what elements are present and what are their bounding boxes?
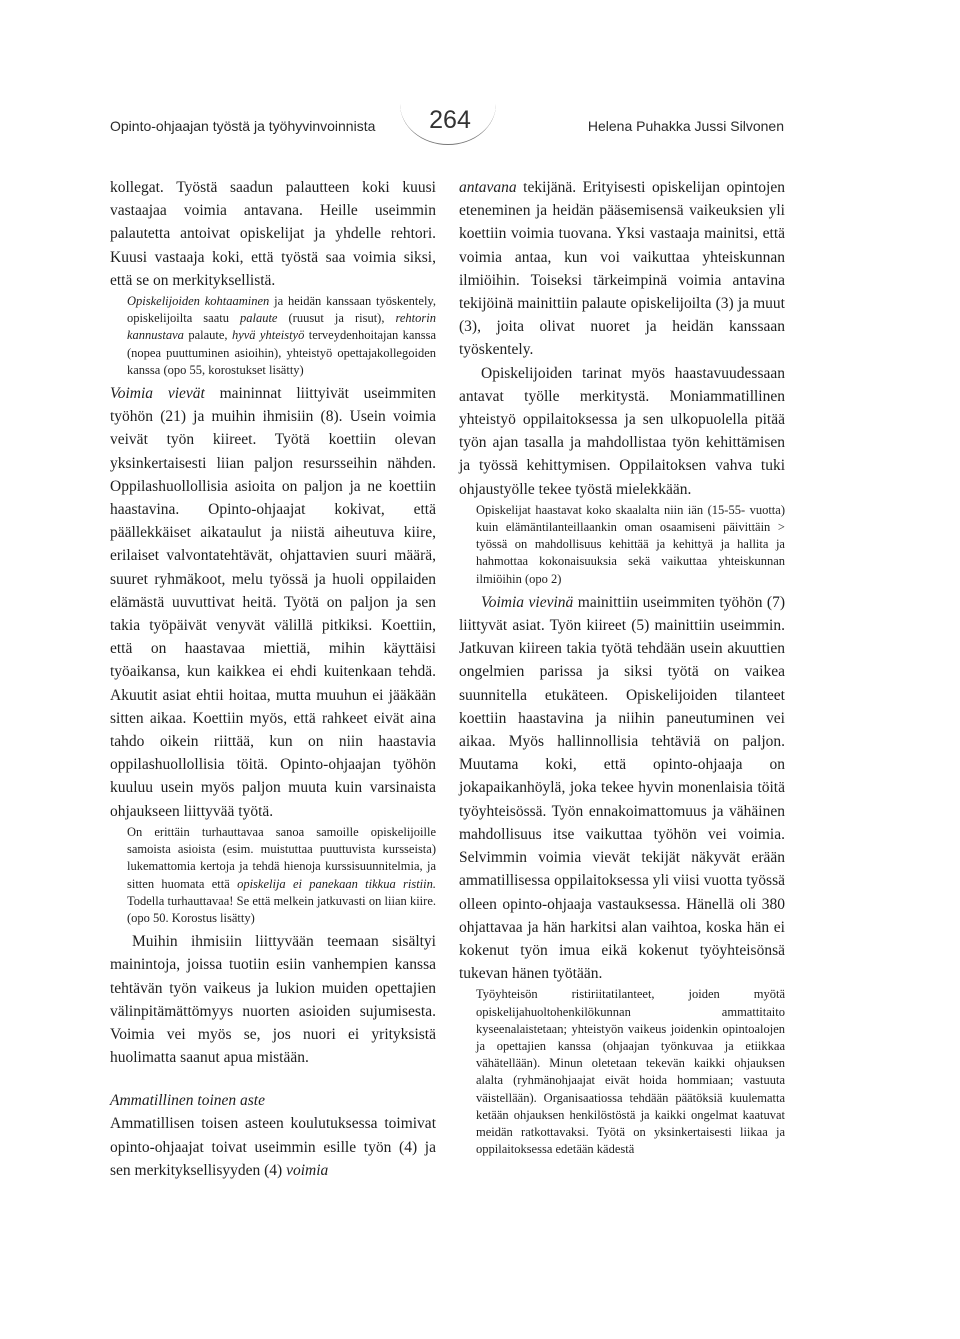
block-quote: Työyhteisön ristiriitatilanteet, joiden myötä opiskelijahuoltohenkilökunnan ammattitaito kyseenalaistetaan; yhteistyön vaikeus joidenkin opintoalojen ja opettajien kanssa (ohjaajan työnkuvaa ja etiikkaa vähätellään). Minun oletetaan tekevän kaikki ohjauksen alalta (ryhmänohjaajat eivät hoida hommiaan; vastuuta väistellään). Organisaatiossa tehdään päätöksiä kuulematta ketään ohjauksen henkilöstöstä ja kaikki ongelmat kaatuvat meidän ratkottavaksi. Työtä on yksinkertaisesti liikaa ja oppilaitoksessa edetään kädestä [476,987,785,1157]
paragraph: Voimia vievät maininnat liittyivät useimmiten työhön (21) ja muihin ihmisiin (8). Usein voimia veivät työn kiireet. Työtä koettiin olevan yksinkertaisesti liian paljon resursseihin nähden. Oppilashuollollisia asioita on paljon ja ne koettiin haastavina. Opinto-ohjaajat kokivat, että päällekkäiset aikataulut ja niistä aiheutuva kiire, erilaiset valvontatehtävät, ohjattavien suuri määrä, suuret ryhmäkoot, melu työssä ja huoli oppilaiden elämästä uuvuttivat heitä. Työtä on paljon ja sen takia työpäivät venyvät välillä pitkiksi. Koettiin, että on haastavaa miettiä, mihin käyttäisi työaikansa, kun kaikkea ei ehdi kuitenkaan tehdä. Akuutit asiat ehtii hoitaa, mutta muuhun ei jääkään sitten aikaa. Koettiin myös, että rahkeet eivät aina tahdo oikein riittää, kun on niin haastavia oppilashuollollisia töitä. Opinto-ohjaajan työhön kuuluu usein myös paljon muuta kuin varsinaista ohjaukseen liittyvää työtä. [110,385,436,820]
paragraph: Ammatillisen toisen asteen koulutuksessa toimivat opinto-ohjaajat toivat useimmin esille työn (4) ja sen merkityksellisyyden (4) voimia [110,1115,436,1179]
running-header [110,104,784,148]
right-column [459,176,785,1161]
left-column [110,176,436,1182]
paragraph: kollegat. Työstä saadun palautteen koki kuusi vastaajaa voimia antavana. Heille useimmin palautetta antoivat opiskelijat ja yhdelle rehtori. Kuusi vastaaja koki, että työstä saa voimia siksi, että se on merkityksellistä. [110,179,436,289]
header-authors: Helena Puhakka Jussi Silvonen [587,118,784,134]
block-quote: Opiskelijoiden kohtaaminen ja heidän kanssaan työskentely, opiskelijoilta saatu palaute (ruusut ja risut), rehtorin kannustava palaute, hyvä yhteistyö terveydenhoitajan kanssa (nopea puuttuminen asioihin), yhteistyö opettajakollegoiden kanssa (opo 55, korostukset lisätty) [127,294,437,377]
block-quote: Opiskelijat haastavat koko skaalalta niin iän (15-55- vuotta) kuin elämäntilanteillaankin oman osaamiseni päivittäin > työssä on mahdollisuus kehittää ja kehittyä ja hallita ja hahmottaa kokonaisuuksia sekä vaikuttaa yhteiskunnan ilmiöihin (opo 2) [476,502,785,586]
paragraph: antavana tekijänä. Erityisesti opiskelijan opintojen eteneminen ja heidän pääsemisensä vaikeuksien yli koettiin voimia tuovana. Yksi vastaaja mainitsi, että voimia antaa, kun voi vaikuttaa yhteiskunnan ilmiöihin. Toiseksi tärkeimpinä voimia antavina tekijöinä mainittiin palaute opiskelijoilta (3) ja muut (3), joita olivat nuoret ja heidän kanssaan työskentely. [459,179,785,359]
section-title: Ammatillinen toinen aste [110,1092,265,1110]
page-number: 264 [429,106,471,134]
paragraph: Muihin ihmisiin liittyvään teemaan sisältyi mainintoja, joissa tuotiin esiin vanhempien kanssa tehtävän työn vaikeus ja lukion muiden opettajien välinpitämättömyys nuorten asioiden sujumisesta. Voimia vei myös se, jos nuori ei yrityksistä huolimatta saanut apua mistään. [110,933,436,1067]
paragraph: Voimia vievinä mainittiin useimmiten työhön (7) liittyvät asiat. Työn kiireet (5) mainittiin useimmin. Jatkuvan kiireen takia työtä tehdään usein akuuttien ongelmien parissa ja siksi työtä on vaikea suunnitella etukäteen. Opiskelijoiden tilanteet koettiin haastavina ja niihin paneutuminen vei aikaa. Myös hallinnollisia tehtäviä on paljon. Muutama koki, että opinto-ohjaaja on jokapaikanhöylä, joka tekee hyvin monenlaisia töitä työyhteisössä. Työn ennakoimattomuus ja vähäinen mahdollisuus itse vaikuttaa työhön vei voimia. Selvimmin voimia vievät tekijät näkyvät erään ammatillisessa oppilaitoksessa yli viisi vuotta työssä olleen opinto-ohjaaja vastauksessa. Hänellä oli 380 ohjattavaa ja hän harkitsi alan vaihtoa, koska hän ei kokenut työn imua eikä kokenut työyhteisönsä tukevan hänen työtään. [459,593,786,983]
block-quote: On erittäin turhauttavaa sanoa samoille opiskelijoille samoista asioista (esim. muistuttaa puuttuvista kursseista) lukemattomia kertoja ja tehdä hienoja kurssisuunnitelmia, ja sitten huomata että opiskelija ei panekaan tikkua ristiin. Todella turhauttavaa! Se että melkein jatkuvasti on liian kiire. (opo 50. Korostus lisätty) [127,824,436,925]
header-book-title: Opinto-ohjaajan työstä ja työhyvinvoinnista [110,118,376,134]
paragraph: Opiskelijoiden tarinat myös haastavuudessaan antavat työlle merkitystä. Moniammatillinen yhteistyö oppilaitoksessa ja sen ulkopuolella pitää työn ajan tasalla ja mahdollistaa työn kehittämisen ja työssä kehittymisen. Oppilaitoksen vahva tuki ohjaustyölle tekee työstä mielekkään. [459,364,785,498]
